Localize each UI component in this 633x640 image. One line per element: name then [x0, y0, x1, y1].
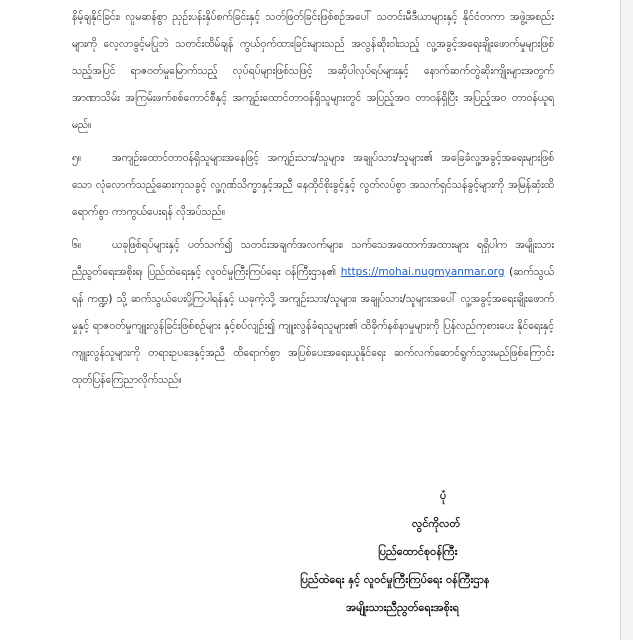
signature-mark: ပုံ [440, 489, 447, 502]
signature-block [300, 482, 633, 622]
signer-position: ပြည်ထောင်စုဝန်ကြီး [378, 545, 458, 558]
paragraph-5 [72, 145, 554, 226]
document-body [72, 4, 554, 394]
paragraph-5-number: ၅။ [72, 152, 82, 164]
paragraph-intro: နိမ့်ချနိုင်ခြင်း၊ လူမဆန်စွာ ညှဉ်းပန်းနှိပ်စက်ခြင်းနှင့် သတ်ဖြတ်ခြင်းဖြစ်စဉ်အပေါ် သတင်းမီဒီယာများနှင့် နိုင်ငံတကာ အဖွဲ့အစည်းများကို လေ့လာခွင့်မပြုဘဲ သတင်းထိမ်ချန် ကွယ်ဝှက်ထားခြင်းများသည် အလွန်ဆိုးဝါးသည့် လူ့အခွင့်အရေးချိုးဖောက်မှုများဖြစ်သည့်အပြင် ရာဇဝတ်မှုမြောက်သည့် လုပ်ရပ်များဖြစ်သဖြင့် အဆိုပါလုပ်ရပ်များနှင့် နောက်ဆက်တွဲဆိုးကျိုးများအတွက် အာဏာသိမ်း အကြမ်းဖက်စစ်ကောင်စီနှင့် အကျဉ်းထောင်တာဝန်ရှိသူများတွင် အပြည့်အဝ တာဝန်ရှိပြီး အပြည့်အဝ တာဝန်ယူရမည်။ [72, 11, 554, 131]
paragraph-5-text: အကျဉ်းထောင်တာဝန်ရှိသူများအနေဖြင့် အကျဉ်းသား/သူများ၊ အချုပ်သား/သူများ၏ အခြေခံလူ့အခွင့်အရေးများဖြစ်သော လုံလောက်သည့်ဆေးကုသခွင့် လူ့ဂုဏ်သိက္ခာနှင့်အညီ နေထိုင်စိုးခွင့်နှင့် လွတ်လပ်စွာ အသက်ရှင်သန်ခွင့်များကို အမြန်ဆုံးထိရောက်စွာ ကာကွယ်ပေးရန် လိုအပ်သည်။ [72, 152, 554, 218]
paragraph-6-text-start: ယခုဖြစ်ရပ်များနှင့် ပတ်သက်၍ သတင်းအချက်အလက်များ၊ သက်သေအထောက်အထားများ ရရှိပါက အမျိုးသားညီညွတ်ရေးအစိုးရ၊ ပြည်ထဲရေးနှင့် လူဝင်မှုကြီးကြပ်ရေး ဝန်ကြီးဌာန၏ [72, 239, 554, 278]
signer-name: လွင်ကိုလတ် [412, 517, 461, 530]
paragraph-6 [72, 232, 554, 394]
mohai-website-link[interactable]: https://mohai.nugmyanmar.org [340, 266, 505, 278]
paragraph-6-number: ၆။ [72, 239, 82, 251]
paragraph-6-text-end: (ဆက်သွယ်ရန် ကဏ္ဍ) သို့ ဆက်သွယ်ပေးပို့ကြပါရန်နှင့် ယခုကဲ့သို့ အကျဉ်းသား/သူများ၊ အချုပ်သား/သူများအပေါ် လူ့အခွင့်အရေးချိုးဖောက်မှုနှင့် ရာဇဝတ်မှုကျူးလွန်ခြင်းဖြစ်စဉ်များ နှင့်စပ်လျဉ်း၍ ကျူးလွန်ခံရသူများ၏ ထိခိုက်နစ်နာမှုများကို ပြန်လည်ကုစားပေး နိုင်ရေးနှင့် ကျူးလွန်သူများကို တရားဥပဒေနှင့်အညီ ထိရောက်စွာ အပြစ်ပေးအရေးယူနိုင်ရေး ဆက်လက်ဆောင်ရွက်သွားမည်ဖြစ်ကြောင်း ထုတ်ပြန်ကြေညာလိုက်သည်။ [72, 266, 555, 386]
government-name: အမျိုးသားညီညွတ်ရေးအစိုးရ [346, 601, 459, 614]
ministry-name: ပြည်ထဲရေး နှင့် လူဝင်မှုကြီးကြပ်ရေး ဝန်ကြီးဌာန [300, 573, 490, 586]
